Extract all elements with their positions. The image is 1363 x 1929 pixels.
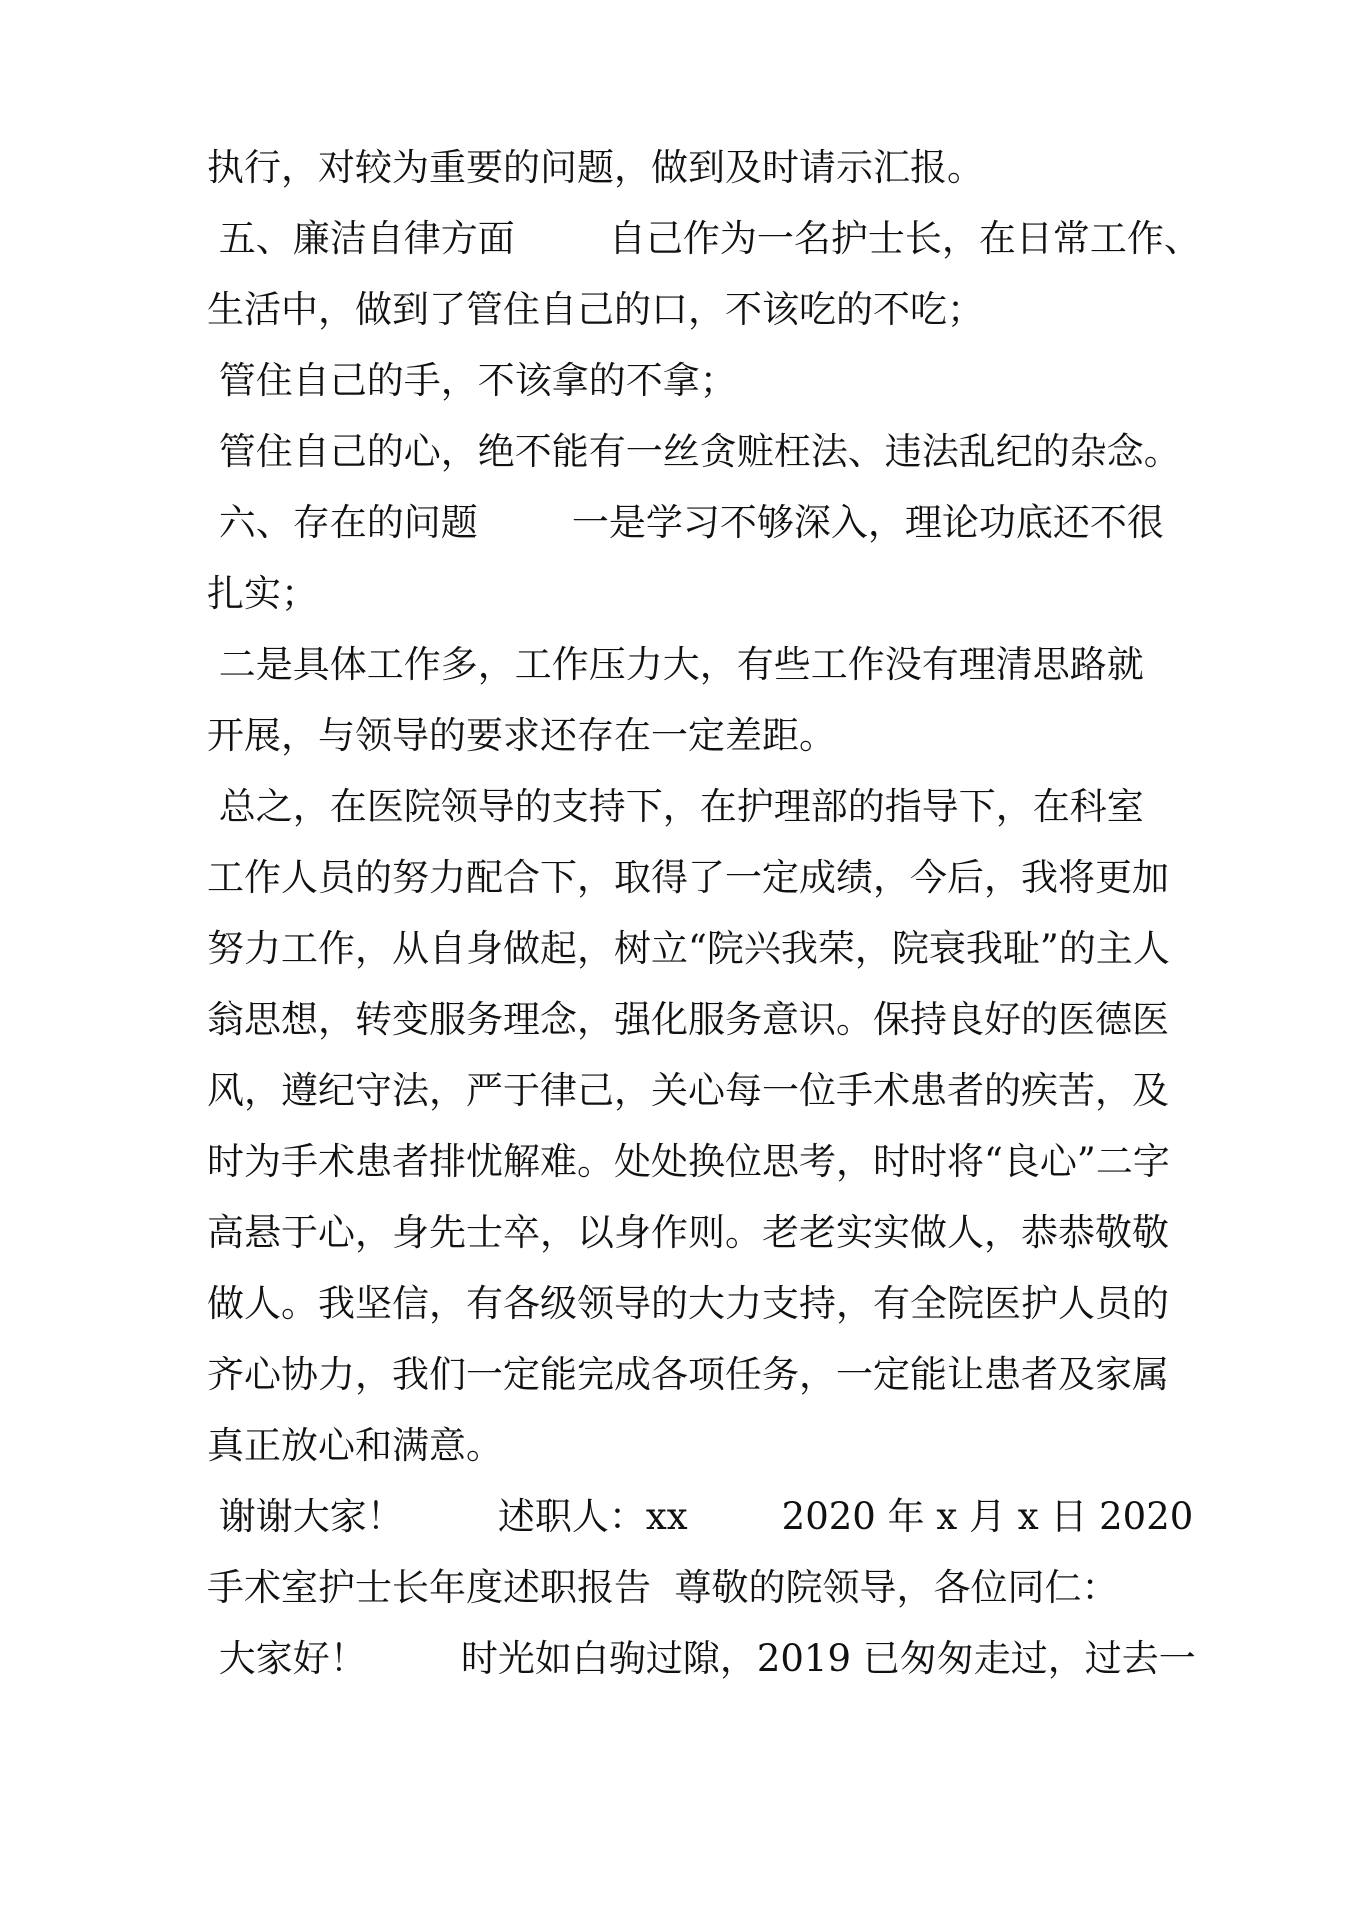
text-line-10: 总之，在医院领导的支持下，在护理部的指导下，在科室 [207, 785, 1144, 828]
text-line-17: 做人。我坚信，有各级领导的大力支持，有全院医护人员的 [207, 1282, 1169, 1325]
text-line-11: 工作人员的努力配合下，取得了一定成绩，今后，我将更加 [207, 856, 1169, 899]
text-line-19: 真正放心和满意。 [207, 1424, 503, 1467]
text-line-21: 手术室护士长年度述职报告 尊敬的院领导，各位同仁： [207, 1566, 1119, 1609]
text-line-3: 生活中，做到了管住自己的口，不该吃的不吃； [207, 288, 984, 331]
text-line-16: 高悬于心，身先士卒，以身作则。老老实实做人，恭恭敬敬 [207, 1211, 1169, 1254]
text-line-4: 管住自己的手，不该拿的不拿； [207, 359, 737, 402]
text-line-20: 谢谢大家！ 述职人：xx 2020 年 x 月 x 日 2020 [207, 1495, 1194, 1538]
text-line-8: 二是具体工作多，工作压力大，有些工作没有理清思路就 [207, 643, 1144, 686]
text-line-15: 时为手术患者排忧解难。处处换位思考，时时将“良心”二字 [207, 1140, 1170, 1183]
text-line-14: 风，遵纪守法，严于律己，关心每一位手术患者的疾苦，及 [207, 1069, 1169, 1112]
text-line-12: 努力工作，从自身做起，树立“院兴我荣，院衰我耻”的主人 [207, 927, 1170, 970]
text-line-5: 管住自己的心，绝不能有一丝贪赃枉法、违法乱纪的杂念。 [207, 430, 1181, 473]
text-line-9: 开展，与领导的要求还存在一定差距。 [207, 714, 836, 757]
text-line-13: 翁思想，转变服务理念，强化服务意识。保持良好的医德医 [207, 998, 1169, 1041]
text-line-1: 执行，对较为重要的问题，做到及时请示汇报。 [207, 146, 984, 189]
text-line-2: 五、廉洁自律方面 自己作为一名护士长，在日常工作、 [207, 217, 1201, 260]
text-line-18: 齐心协力，我们一定能完成各项任务，一定能让患者及家属 [207, 1353, 1169, 1396]
text-line-7: 扎实； [207, 572, 318, 615]
text-line-22: 大家好！ 时光如白驹过隙，2019 已匆匆走过，过去一 [207, 1637, 1196, 1680]
text-line-6: 六、存在的问题 一是学习不够深入，理论功底还不很 [207, 501, 1164, 544]
